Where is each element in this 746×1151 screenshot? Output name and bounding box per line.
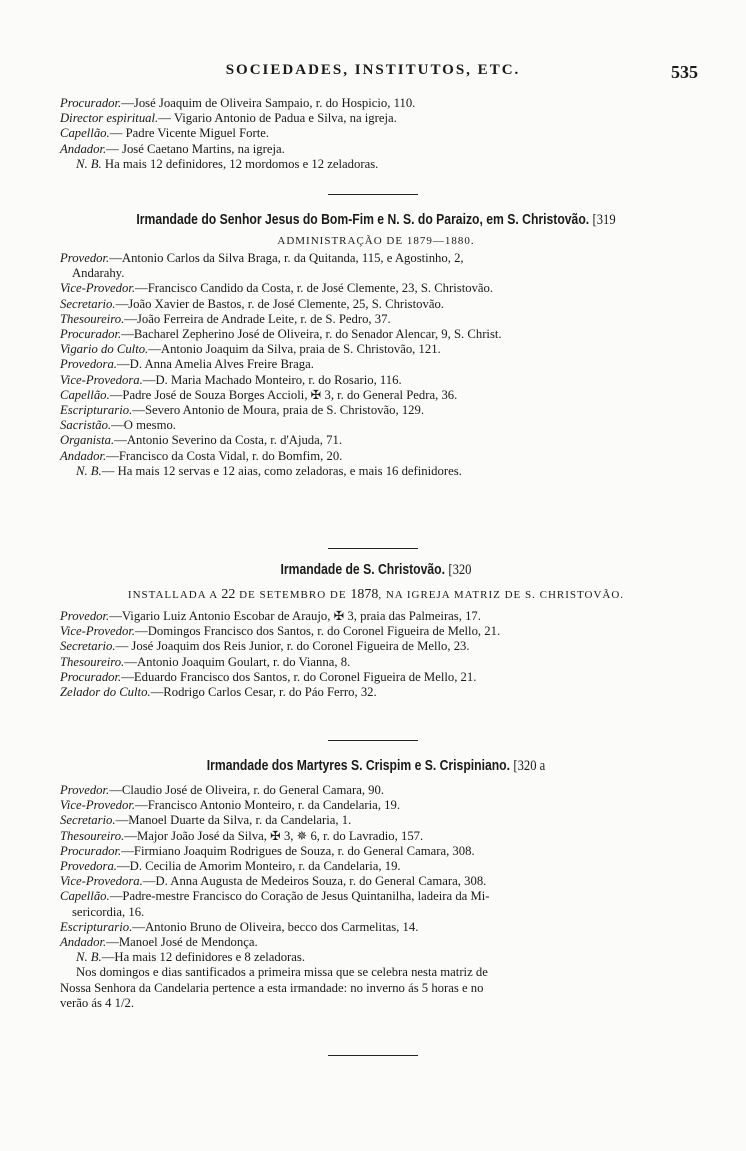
entry-role: Provedor. [60,783,110,797]
section-title [111,212,642,229]
subhead-part: INSTALLADA A [127,589,222,601]
section-320a [60,758,692,1011]
entry-role: Procurador. [60,843,122,858]
entry-line [60,373,692,388]
entry-role: Andador. [60,935,107,950]
entry-text: —Manoel José de Mendonça. [106,935,258,950]
entry-text: —Vigario Luiz Antonio Escobar de Araujo, ✠ 3, praia das Palmeiras, 17. [109,609,481,623]
entry-line [60,935,692,950]
entry-role: Thesoureiro. [60,828,125,843]
entry-text: — Ha mais 12 servas e 12 aias, como zeladoras, e mais 16 definidores. [101,463,462,478]
entry-role: Capellão. [60,126,110,141]
entry-line [60,829,692,844]
entry-text: —Antonio Bruno de Oliveira, becco dos Carmelitas, 14. [132,919,419,934]
entry-line [60,327,692,342]
entry-line [60,433,692,448]
entry-line [60,157,692,172]
entry-role: Escripturario. [60,403,133,418]
entry-text: —Francisco da Costa Vidal, r. do Bomfim, 20. [106,448,343,463]
entry-continuation: sericordia, 16. [72,904,145,919]
page-header [0,62,746,84]
entry-line [60,96,692,111]
entry-line [60,639,692,654]
entry-role: Vice-Provedor. [60,281,136,296]
entry-role: Organista. [60,433,115,448]
entry-text: —D. Anna Amelia Alves Freire Braga. [116,357,314,372]
entry-text: —Eduardo Francisco dos Santos, r. do Coronel Figueira de Mello, 21. [121,669,477,684]
entry-line [60,655,692,670]
entry-text: — Vigario Antonio de Padua e Silva, na igreja. [158,111,397,126]
page-number: 535 [671,62,698,82]
section-title-text: Irmandade dos Martyres S. Crispim e S. Crispiniano. [206,758,511,774]
entry-line [60,670,692,685]
entry-line [60,813,692,828]
entry-line [60,297,692,312]
entry-line [60,312,692,327]
entry-line [60,609,692,624]
entry-text: —José Joaquim de Oliveira Sampaio, r. do Hospicio, 110. [121,96,416,110]
entry-line [60,111,692,126]
entry-text: —D. Maria Machado Monteiro, r. do Rosario, 116. [142,372,402,387]
entry-line [60,142,692,157]
section-continuation [60,96,692,172]
entry-role: Thesoureiro. [60,654,125,669]
entry-role: Vigario do Culto. [60,342,149,357]
entry-text: —D. Anna Augusta de Medeiros Souza, r. do General Camara, 308. [142,874,487,889]
entry-text: —Domingos Francisco dos Santos, r. do Coronel Figueira de Mello, 21. [135,624,501,639]
section-subhead [60,587,692,603]
entry-text: —Padre José de Souza Borges Accioli, ✠ 3, r. do General Pedra, 36. [109,387,458,402]
entry-text: —Claudio José de Oliveira, r. do General Camara, 90. [109,783,385,797]
entry-line [60,357,692,372]
entry-role: Procurador. [60,669,122,684]
entry-text: —Bacharel Zepherino José de Oliveira, r. do Senador Alencar, 9, S. Christ. [121,327,502,342]
section-divider [328,740,418,741]
entry-line [60,920,692,935]
entry-role: N. B. [76,463,102,478]
entry-role: Provedora. [60,859,117,874]
entry-role: Andador. [60,448,107,463]
entry-text: —Padre-mestre Francisco do Coração de Jesus Quintanilha, ladeira da Mi- [109,889,490,904]
subhead-part: , NA IGREJA MATRIZ DE S. CHRISTOVÃO. [378,589,625,601]
entry-line [60,126,692,141]
entry-line [60,783,692,798]
entry-role: Director espiritual. [60,111,159,126]
entry-role: Secretario. [60,813,116,828]
entry-role: Zelador do Culto. [60,685,151,700]
entry-role: Capellão. [60,387,110,402]
entry-line [60,403,692,418]
entry-text: —Antonio Severino da Costa, r. d'Ajuda, 71. [114,433,342,448]
entry-text: —Antonio Joaquim Goulart, r. do Vianna, 8. [124,654,351,669]
entry-role: Provedora. [60,357,117,372]
entry-role: Procurador. [60,96,122,110]
entry-text: —Rodrigo Carlos Cesar, r. do Páo Ferro, 32. [150,685,377,700]
entry-text: —João Ferreira de Andrade Leite, r. de S. Pedro, 37. [124,311,391,326]
section-319 [60,212,692,479]
entry-role: N. B. [76,950,102,965]
entry-text: —João Xavier de Bastos, r. de José Clemente, 25, S. Christovão. [115,296,444,311]
paragraph-line: Nos domingos e dias santificados a primeira missa que se celebra nesta matriz de [76,965,488,980]
entry-role: Vice-Provedor. [60,624,136,639]
running-title: SOCIEDADES, INSTITUTOS, ETC. [225,62,521,78]
section-title [111,562,642,579]
entry-text: — Padre Vicente Miguel Forte. [109,126,270,141]
entry-line [60,418,692,433]
section-divider [328,548,418,549]
section-divider [328,194,418,195]
entry-role: Sacristão. [60,418,112,433]
entry-line [60,449,692,464]
entry-line [60,342,692,357]
entry-line [60,798,692,813]
section-subhead: ADMINISTRAÇÃO DE 1879—1880. [277,235,475,247]
entry-line [60,844,692,859]
section-number: [319 [592,212,616,228]
entry-line [60,685,692,700]
entry-role: Vice-Provedora. [60,874,143,889]
entry-role: Capellão. [60,889,110,904]
entry-text: —D. Cecilia de Amorim Monteiro, r. da Candelaria, 19. [116,859,401,874]
entry-role: Procurador. [60,327,122,342]
entry-line [60,624,692,639]
section-divider [328,1055,418,1056]
entry-text: —Manoel Duarte da Silva, r. da Candelaria, 1. [115,813,352,828]
entry-line [60,859,692,874]
section-title-text: Irmandade de S. Christovão. [280,562,445,578]
entry-text: — José Caetano Martins, na igreja. [106,141,285,156]
entry-text: —Francisco Antonio Monteiro, r. da Candelaria, 19. [135,798,401,813]
entry-text: —Francisco Candido da Costa, r. de José Clemente, 23, S. Christovão. [135,281,494,296]
section-320 [60,562,692,700]
entry-line [60,281,692,296]
entry-role: Vice-Provedor. [60,798,136,813]
entry-line [60,388,692,403]
entry-role: Vice-Provedora. [60,372,143,387]
entry-line [60,889,692,904]
entry-text: —Antonio Carlos da Silva Braga, r. da Quitanda, 115, e Agostinho, 2, [109,251,464,265]
entry-text: —Firmiano Joaquim Rodrigues de Souza, r. do General Camara, 308. [121,843,475,858]
entry-text: — José Joaquim dos Reis Junior, r. do Coronel Figueira de Mello, 23. [115,639,470,654]
entry-text: —O mesmo. [111,418,176,433]
entry-role: Andador. [60,141,107,156]
subhead-day: 22 [221,587,236,602]
entry-text: —Major João José da Silva, ✠ 3, ✵ 6, r. do Lavradio, 157. [124,828,424,843]
paragraph-line: verão ás 4 1/2. [60,995,134,1010]
subhead-year: 1878 [350,587,379,602]
entry-text: Ha mais 12 definidores, 12 mordomos e 12 zeladoras. [101,156,379,171]
entry-text: —Severo Antonio de Moura, praia de S. Christovão, 129. [132,403,425,418]
entry-line [60,874,692,889]
entry-line [60,950,692,965]
entry-line [60,251,692,266]
entry-text: —Ha mais 12 definidores e 8 zeladoras. [101,950,306,965]
entry-continuation: Andarahy. [72,266,125,281]
entry-role: Provedor. [60,251,110,265]
section-title [111,758,642,775]
section-number: [320 a [513,758,546,774]
entry-role: Escripturario. [60,919,133,934]
entry-role: Secretario. [60,296,116,311]
paragraph-line: Nossa Senhora da Candelaria pertence a esta irmandade: no inverno ás 5 horas e no [60,980,484,995]
subhead-part: DE SETEMBRO DE [235,589,351,601]
section-number: [320 [448,562,472,578]
entry-role: N. B. [76,156,102,171]
entry-line [60,464,692,479]
entry-text: —Antonio Joaquim da Silva, praia de S. Christovão, 121. [148,342,441,357]
entry-role: Thesoureiro. [60,311,125,326]
entry-role: Secretario. [60,639,116,654]
entry-role: Provedor. [60,609,110,623]
section-title-text: Irmandade do Senhor Jesus do Bom-Fim e N. S. do Paraizo, em S. Christovão. [136,212,590,228]
